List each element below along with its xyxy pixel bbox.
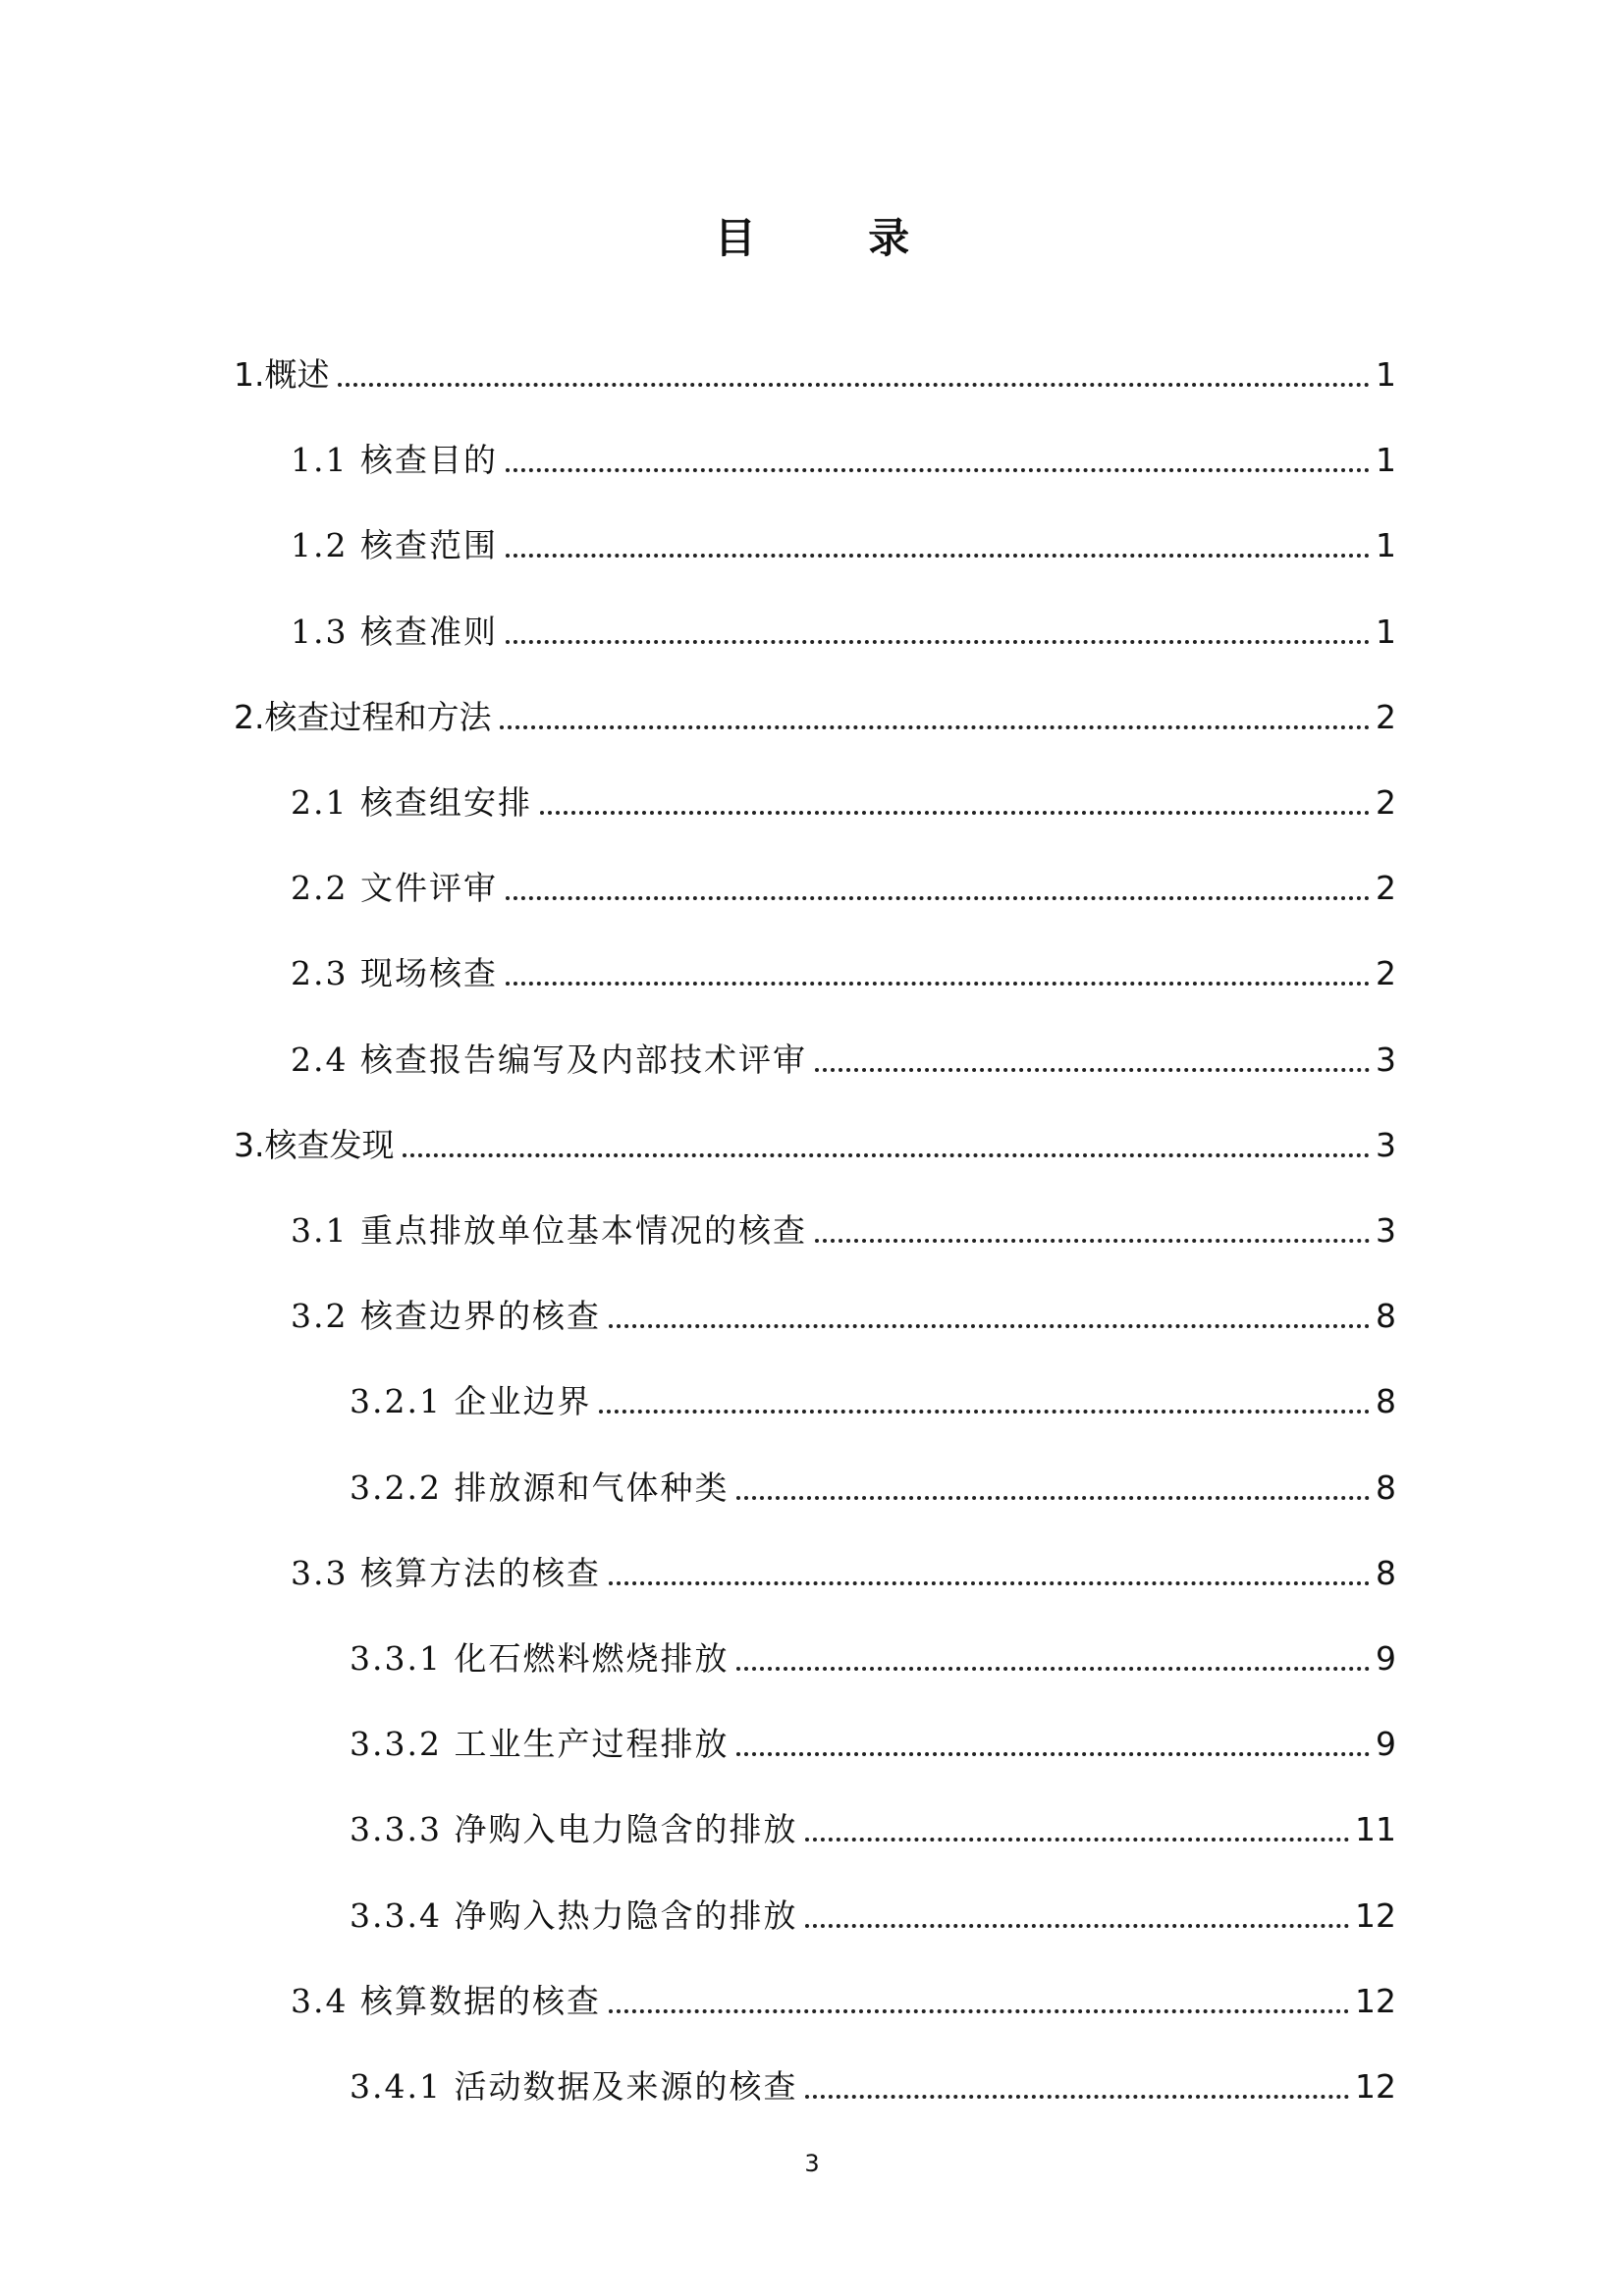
toc-entry-page: 2	[1376, 783, 1396, 822]
toc-entry-page: 8	[1376, 1468, 1396, 1507]
dot-leader	[805, 1924, 1349, 1928]
toc-entry-page: 2	[1376, 954, 1396, 993]
toc-entry-page: 12	[1355, 1981, 1396, 2020]
toc-entry-3-3-2[interactable]	[350, 1711, 1396, 1766]
dot-leader	[506, 554, 1370, 558]
toc-entry-label: 1.概述	[234, 355, 330, 394]
dot-leader	[506, 896, 1370, 900]
toc-entry-label: 3.4.1 活动数据及来源的核查	[350, 2067, 798, 2106]
toc-entry-1-2[interactable]	[291, 512, 1396, 567]
toc-entry-1[interactable]	[234, 342, 1396, 397]
toc-entry-page: 3	[1376, 1040, 1396, 1079]
toc-entry-page: 8	[1376, 1382, 1396, 1421]
toc-entry-3-4[interactable]	[291, 1968, 1396, 2023]
toc-entry-2-2[interactable]	[291, 855, 1396, 910]
toc-entry-label: 3.3.2 工业生产过程排放	[350, 1725, 730, 1764]
toc-entry-3-3-3[interactable]	[350, 1796, 1396, 1851]
toc-entry-label: 2.核查过程和方法	[234, 697, 492, 736]
toc-entry-page: 1	[1376, 355, 1396, 394]
toc-entry-1-1[interactable]	[291, 427, 1396, 482]
toc-entry-label: 2.4 核查报告编写及内部技术评审	[291, 1040, 807, 1079]
toc-entry-label: 2.2 文件评审	[291, 869, 498, 908]
toc-entry-2[interactable]	[234, 684, 1396, 739]
dot-leader	[805, 2095, 1349, 2099]
toc-entry-page: 1	[1376, 526, 1396, 565]
toc-entry-label: 2.1 核查组安排	[291, 783, 532, 822]
dot-leader	[609, 1324, 1370, 1328]
toc-entry-1-3[interactable]	[291, 599, 1396, 654]
toc-entry-label: 3.3 核算方法的核查	[291, 1553, 601, 1592]
toc-entry-label: 1.1 核查目的	[291, 441, 498, 480]
toc-entry-label: 3.2.2 排放源和气体种类	[350, 1468, 730, 1507]
toc-entry-label: 3.3.1 化石燃料燃烧排放	[350, 1639, 730, 1678]
toc-entry-page: 1	[1376, 441, 1396, 480]
toc-entry-page: 12	[1355, 1896, 1396, 1935]
toc-entry-3-4-1[interactable]	[350, 2054, 1396, 2109]
toc-entry-page: 3	[1376, 1125, 1396, 1164]
dot-leader	[609, 1581, 1370, 1585]
toc-entry-3-2-1[interactable]	[350, 1368, 1396, 1423]
toc-entry-page: 9	[1376, 1725, 1396, 1764]
toc-entry-label: 2.3 现场核查	[291, 954, 498, 993]
toc-entry-label: 3.3.4 净购入热力隐含的排放	[350, 1896, 798, 1935]
toc-entry-label: 1.2 核查范围	[291, 526, 498, 565]
dot-leader	[506, 640, 1370, 644]
dot-leader	[599, 1410, 1370, 1414]
toc-entry-label: 3.核查发现	[234, 1125, 395, 1164]
dot-leader	[736, 1667, 1370, 1671]
toc-entry-page: 8	[1376, 1553, 1396, 1592]
toc-entry-label: 3.3.3 净购入电力隐含的排放	[350, 1810, 798, 1849]
toc-entry-page: 12	[1355, 2067, 1396, 2106]
toc-entry-page: 2	[1376, 869, 1396, 908]
toc-entry-3-1[interactable]	[291, 1198, 1396, 1253]
toc-entry-page: 3	[1376, 1211, 1396, 1250]
dot-leader	[506, 468, 1370, 472]
dot-leader	[815, 1239, 1370, 1243]
toc-entry-3-2[interactable]	[291, 1283, 1396, 1338]
toc-entry-label: 3.1 重点排放单位基本情况的核查	[291, 1211, 807, 1250]
toc-entry-page: 11	[1355, 1810, 1396, 1849]
dot-leader	[815, 1068, 1370, 1072]
toc-entry-page: 8	[1376, 1297, 1396, 1336]
toc-entry-3[interactable]	[234, 1112, 1396, 1167]
toc-entry-label: 3.4 核算数据的核查	[291, 1981, 601, 2020]
page-title: 目 录	[714, 214, 959, 262]
dot-leader	[506, 982, 1370, 986]
toc-entry-3-3-1[interactable]	[350, 1626, 1396, 1681]
toc-entry-label: 3.2.1 企业边界	[350, 1382, 592, 1421]
toc-entry-2-4[interactable]	[291, 1027, 1396, 1082]
dot-leader	[540, 811, 1370, 815]
toc-entry-3-3[interactable]	[291, 1540, 1396, 1595]
dot-leader	[805, 1838, 1349, 1842]
dot-leader	[403, 1153, 1371, 1157]
dot-leader	[338, 383, 1371, 387]
toc-entry-label: 3.2 核查边界的核查	[291, 1297, 601, 1336]
dot-leader	[736, 1752, 1370, 1756]
toc-entry-2-3[interactable]	[291, 940, 1396, 995]
toc-entry-3-2-2[interactable]	[350, 1455, 1396, 1510]
dot-leader	[609, 2009, 1349, 2013]
dot-leader	[736, 1496, 1370, 1500]
toc-entry-page: 2	[1376, 697, 1396, 736]
dot-leader	[500, 725, 1371, 729]
toc-entry-3-3-4[interactable]	[350, 1883, 1396, 1938]
toc-entry-page: 1	[1376, 612, 1396, 651]
page-number: 3	[804, 2150, 820, 2177]
toc-entry-2-1[interactable]	[291, 770, 1396, 825]
toc-entry-label: 1.3 核查准则	[291, 612, 498, 651]
toc-entry-page: 9	[1376, 1639, 1396, 1678]
